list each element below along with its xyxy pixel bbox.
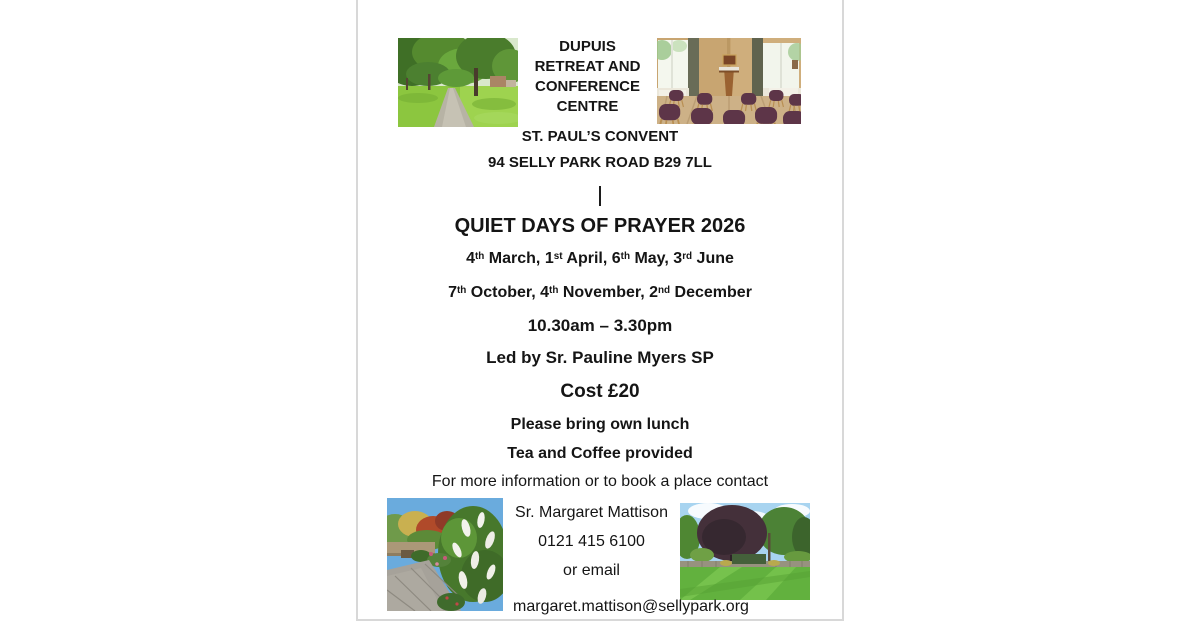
event-title: QUIET DAYS OF PRAYER 2026 [454, 215, 746, 237]
venue-name: ST. PAUL’S CONVENT [521, 128, 679, 145]
date-day: 3 [673, 250, 683, 267]
chapel-room-illustration [657, 38, 801, 124]
contact-name: Sr. Margaret Mattison [515, 504, 668, 521]
date-month: April, [562, 250, 612, 267]
date-day: 4 [540, 284, 550, 301]
org-name-line: CONFERENCE [534, 78, 640, 95]
dates-line-2 [358, 282, 842, 305]
date-ordinal: th [620, 250, 630, 262]
date-month: November, [558, 284, 650, 301]
date-month: October, [466, 284, 541, 301]
photo-garden-patio[interactable] [387, 498, 503, 611]
contact-phone: 0121 415 6100 [538, 533, 645, 550]
leader-line: Led by Sr. Pauline Myers SP [486, 348, 714, 367]
org-name [516, 37, 659, 117]
org-name-line: DUPUIS [559, 38, 616, 55]
date-day: 4 [466, 250, 475, 267]
convent-lawn-illustration [680, 503, 810, 600]
dates-line-1 [358, 248, 842, 271]
date-ordinal: st [553, 250, 563, 262]
date-month: May, [630, 250, 674, 267]
garden-patio-illustration [387, 498, 503, 611]
contact-intro: For more information or to book a place contact [431, 473, 769, 490]
email-label: or email [563, 562, 620, 579]
refreshment-note: Tea and Coffee provided [507, 445, 693, 462]
text-cursor [599, 186, 601, 206]
date-month: March, [484, 250, 545, 267]
document-page[interactable] [356, 0, 844, 621]
date-month: December [670, 284, 752, 301]
photo-chapel-room[interactable] [657, 38, 801, 124]
lunch-note: Please bring own lunch [510, 416, 690, 433]
contact-block [504, 503, 679, 590]
date-month: June [692, 250, 734, 267]
contact-email: margaret.mattison@sellypark.org [513, 598, 749, 615]
date-day: 6 [611, 250, 621, 267]
date-day: 2 [649, 284, 658, 301]
org-name-line: CENTRE [556, 98, 619, 115]
date-ordinal: nd [658, 284, 671, 296]
date-day: 1 [544, 250, 554, 267]
photo-convent-lawn[interactable] [680, 503, 810, 600]
photo-garden-path[interactable] [398, 38, 518, 127]
org-name-line: RETREAT AND [534, 58, 641, 75]
date-ordinal: th [549, 284, 559, 296]
date-day: 7 [448, 284, 457, 301]
date-ordinal: rd [682, 250, 693, 262]
time-range: 10.30am – 3.30pm [527, 316, 673, 335]
address-line: 94 SELLY PARK ROAD B29 7LL [488, 154, 712, 171]
cost-line: Cost £20 [560, 381, 640, 402]
date-ordinal: th [475, 250, 485, 262]
date-ordinal: th [456, 284, 467, 296]
garden-path-illustration [398, 38, 518, 127]
